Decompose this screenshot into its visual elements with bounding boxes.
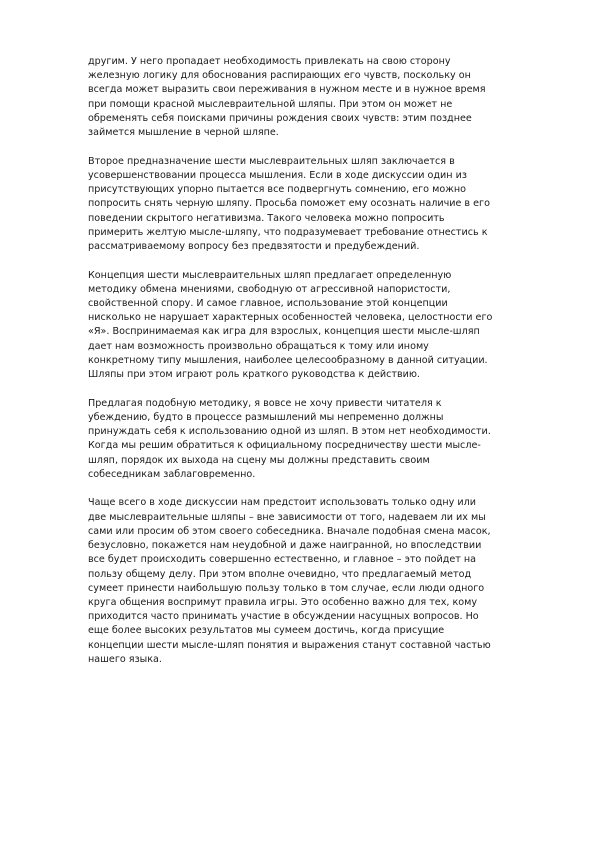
- text-line: примерить желтую мысле-шляпу, что подразумевает требование отнестись к: [88, 226, 488, 238]
- text-line: все будет происходить совершенно естественно, и главное – это пойдет на: [88, 554, 477, 566]
- text-line: пользу общему делу. При этом вполне очевидно, что предлагаемый метод: [88, 568, 472, 580]
- text-line: круга общения воспримут правила игры. Это особенно важно для тех, кому: [88, 596, 478, 608]
- text-line: дает нам возможность произвольно обращаться к тому или иному: [88, 340, 429, 352]
- text-line: сумеет принести наибольшую пользу только в том случае, если люди одного: [88, 582, 485, 594]
- text-line: нисколько не нарушает характерных особенностей человека, целостности его: [88, 312, 493, 324]
- text-line: убеждению, будто в процессе размышлений мы непременно должны: [88, 411, 444, 423]
- text-line: поведении скрытого негативизма. Такого человека можно попросить: [88, 212, 445, 224]
- paragraph: [88, 55, 554, 140]
- text-line: рассматриваемому вопросу без предвзятости и предубеждений.: [88, 240, 420, 252]
- paragraph: [88, 269, 554, 383]
- text-line: Концепция шести мыслевраительных шляп предлагает определенную: [88, 269, 452, 281]
- text-line: безусловно, покажется нам неудобной и даже наигранной, но впоследствии: [88, 540, 482, 552]
- text-line: свойственной спору. И самое главное, использование этой концепции: [88, 298, 448, 310]
- text-line: Предлагая подобную методику, я вовсе не хочу привести читателя к: [88, 397, 442, 409]
- text-line: Чаще всего в ходе дискуссии нам предстоит использовать только одну или: [88, 497, 476, 509]
- text-line: Когда мы решим обратиться к официальному посредничеству шести мысле-: [88, 440, 481, 452]
- text-line: сами или просим об этом своего собеседника. Вначале подобная смена масок,: [88, 525, 491, 537]
- text-line: еще более высоких результатов мы сумеем достичь, когда присущие: [88, 625, 445, 637]
- text-line: железную логику для обоснования распирающих его чувств, поскольку он: [88, 70, 471, 82]
- text-line: собеседникам заблаговременно.: [88, 468, 256, 480]
- body-text: [88, 55, 554, 681]
- text-line: нашего языка.: [88, 653, 162, 665]
- text-line: займется мышление в черной шляпе.: [88, 127, 279, 139]
- paragraph: [88, 496, 554, 666]
- text-line: принуждать себя к использованию одной из шляп. В этом нет необходимости.: [88, 426, 491, 438]
- text-line: приходится часто принимать участие в обсуждении насущных вопросов. Но: [88, 611, 479, 623]
- text-line: две мыслевраительные шляпы – вне зависимости от того, надеваем ли их мы: [88, 511, 486, 523]
- text-line: другим. У него пропадает необходимость привлекать на свою сторону: [88, 56, 451, 67]
- text-line: шляп, порядок их выхода на сцену мы должны представить своим: [88, 454, 430, 466]
- text-line: попросить снять черную шляпу. Просьба поможет ему осознать наличие в его: [88, 198, 490, 210]
- text-line: Второе предназначение шести мыслевраительных шляп заключается в: [88, 155, 455, 167]
- text-line: конкретному типу мышления, наиболее целесообразному в данной ситуации.: [88, 354, 488, 366]
- text-line: «Я». Воспринимаемая как игра для взрослых, концепция шести мысле-шляп: [88, 326, 480, 338]
- paragraph: [88, 397, 554, 482]
- paragraph: [88, 155, 554, 254]
- text-line: методику обмена мнениями, свободную от агрессивной напористости,: [88, 283, 451, 295]
- text-line: присутствующих упорно пытается все подвергнуть сомнению, его можно: [88, 184, 466, 196]
- text-line: усовершенствовании процесса мышления. Если в ходе дискуссии один из: [88, 169, 467, 181]
- text-line: обременять себя поисками причины рождения своих чувств: этим позднее: [88, 112, 472, 124]
- text-line: концепции шести мысле-шляп понятия и выражения станут составной частью: [88, 639, 491, 651]
- text-line: всегда может выразить свои переживания в нужном месте и в нужное время: [88, 84, 486, 96]
- text-line: Шляпы при этом играют роль краткого руководства к действию.: [88, 369, 420, 381]
- text-line: при помощи красной мыслевраительной шляпы. При этом он может не: [88, 98, 453, 110]
